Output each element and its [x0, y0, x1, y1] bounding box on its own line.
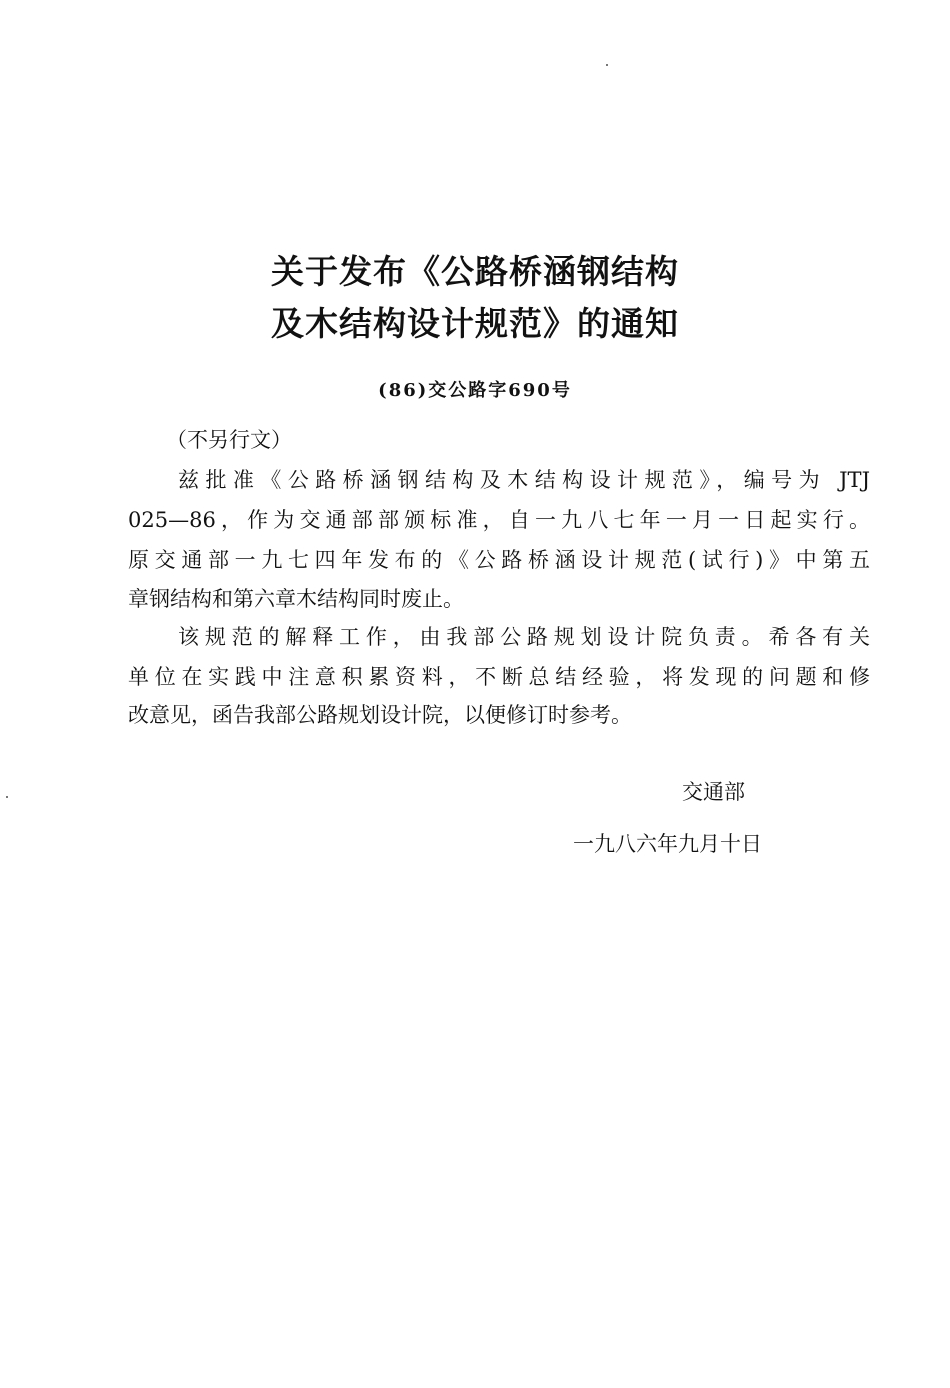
notice-title-line2: 及木结构设计规范》的通知 [271, 304, 679, 343]
issue-date: 一九八六年九月十日 [573, 832, 762, 856]
paragraph2-line2: 单位在实践中注意积累资料，不断总结经验，将发现的问题和修 [128, 665, 870, 689]
paragraph2-line1: 该规范的解释工作，由我部公路规划设计院负责。希各有关 [178, 625, 870, 649]
paragraph2-line3: 改意见，函告我部公路规划设计院，以便修订时参考。 [128, 703, 632, 727]
issuing-authority: 交通部 [682, 780, 745, 804]
document-number: (86)交公路字690号 [378, 380, 572, 401]
paragraph1-line4: 章钢结构和第六章木结构同时废止。 [128, 587, 464, 611]
paragraph1-line3: 原交通部一九七四年发布的《公路桥涵设计规范(试行)》中第五 [128, 548, 870, 572]
notice-title-line1: 关于发布《公路桥涵钢结构 [271, 252, 679, 291]
distribution-note: （不另行文） [166, 428, 292, 452]
scan-speck [606, 64, 608, 66]
paragraph1-line2: 025—86，作为交通部部颁标准，自一九八七年一月一日起实行。 [128, 508, 870, 532]
paragraph1-line1: 兹批准《公路桥涵钢结构及木结构设计规范》，编号为 JTJ [178, 468, 870, 492]
scan-speck [6, 796, 8, 798]
